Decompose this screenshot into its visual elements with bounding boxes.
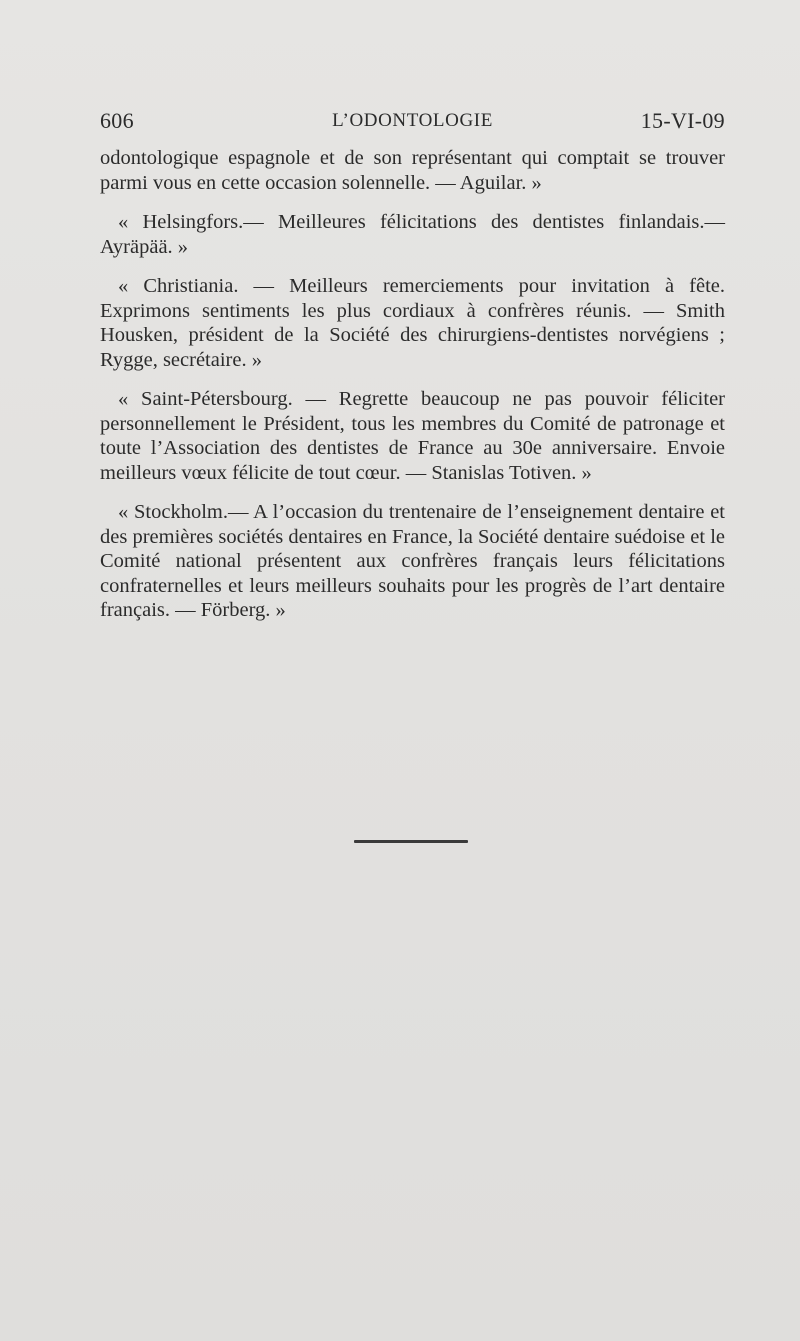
issue-date: 15-VI-09	[640, 108, 725, 133]
running-header	[100, 108, 725, 138]
section-divider	[354, 840, 468, 843]
body-text	[100, 146, 725, 638]
paragraph-stockholm: « Stockholm.— A l’occasion du trentenaire de l’enseignement dentaire et des premières sociétés dentaires en France, la Société dentaire suédoise et le Comité national présentent aux confrères français leurs félicitations confraternelles et leurs meilleurs souhaits pour les progrès de l’art dentaire français. — Förberg. »	[100, 501, 725, 621]
paragraph-christiania: « Christiania. — Meilleurs remerciements pour invitation à fête. Exprimons sentiments les plus cordiaux à confrères réunis. — Smith Housken, président de la Société des chirurgiens-dentistes norvégiens ; Rygge, secrétaire. »	[100, 275, 725, 371]
paragraph-helsingfors: « Helsingfors.— Meilleures félicitations des dentistes finlandais.— Ayräpää. »	[100, 211, 725, 258]
journal-title: L’ODONTOLOGIE	[332, 110, 493, 131]
paragraph-saint-petersbourg: « Saint-Pétersbourg. — Regrette beaucoup ne pas pouvoir féliciter personnellement le Président, tous les membres du Comité de patronage et toute l’Association des dentistes de France au 30e anniversaire. Envoie meilleurs vœux félicite de tout cœur. — Stanislas Totiven. »	[100, 388, 725, 484]
page-number: 606	[100, 108, 134, 133]
paragraph-continuation: odontologique espagnole et de son représentant qui comptait se trouver parmi vous en cette occasion solennelle. — Aguilar. »	[100, 147, 725, 194]
